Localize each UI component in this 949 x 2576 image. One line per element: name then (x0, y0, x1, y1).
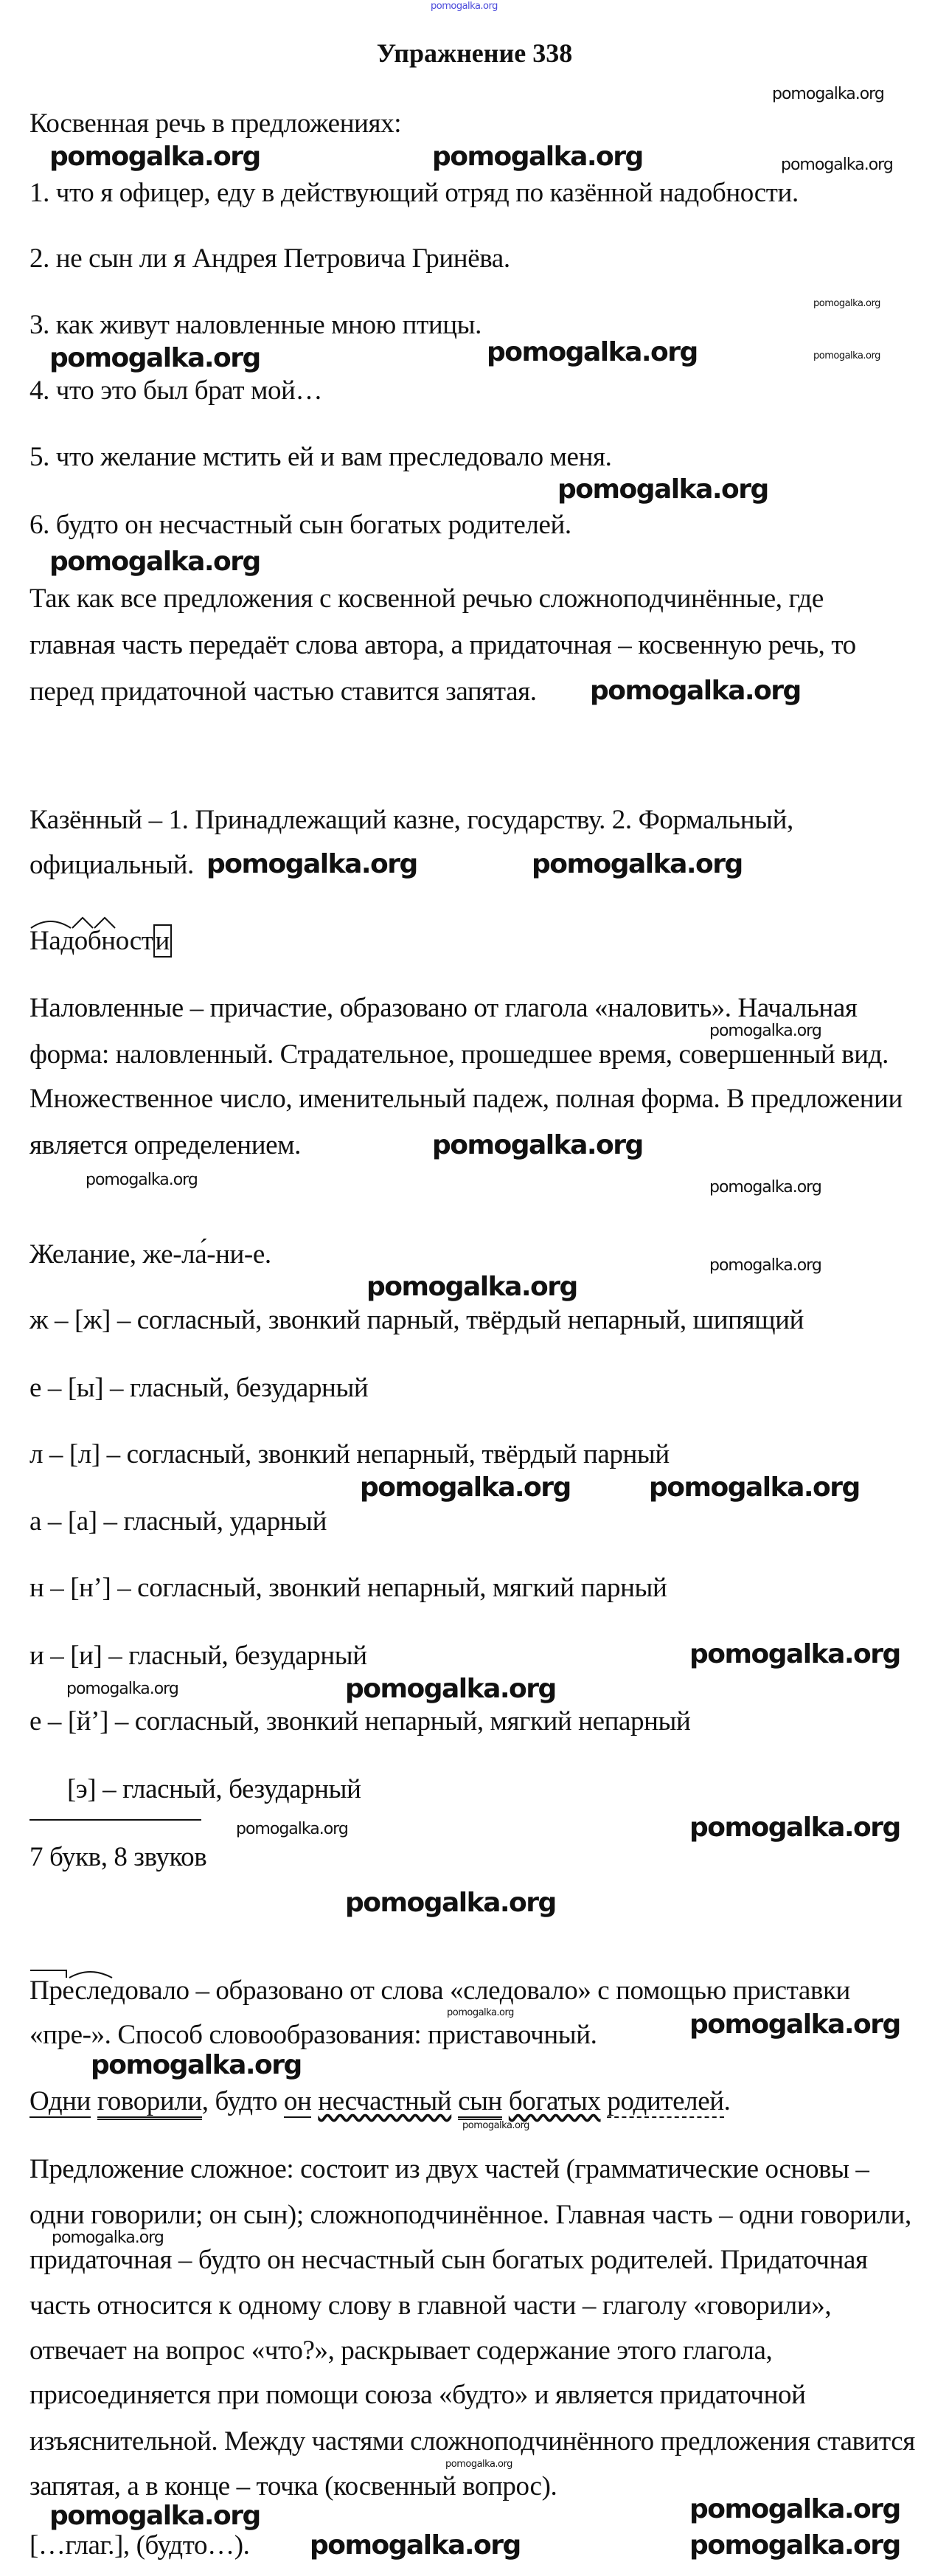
watermark: pomogalka.org (432, 142, 643, 172)
watermark: pomogalka.org (590, 676, 801, 706)
morpheme-marks-icon (29, 1967, 140, 1981)
watermark: pomogalka.org (532, 849, 743, 879)
watermark: pomogalka.org (86, 1171, 198, 1189)
object: родителей (607, 2086, 724, 2116)
phonetic-heading: Желание, же-ла́-ни-е. (29, 1239, 271, 1270)
phonetic-row: н – [н’] – согласный, звонкий непарный, мягкий парный (29, 1573, 667, 1603)
page-title: Упражнение 338 (376, 38, 573, 68)
watermark: pomogalka.org (49, 2501, 260, 2531)
word-formation-text: овало – образовано от слова «следовало» с помощью приставки (125, 1976, 850, 2006)
analysis-line: запятая, а в конце – точка (косвенный вопрос). (29, 2471, 557, 2501)
attribute: несчастный (318, 2086, 452, 2116)
explanation-line: перед придаточной частью ставится запятая. (29, 676, 537, 707)
header-link[interactable]: pomogalka.org (431, 1, 498, 12)
watermark: pomogalka.org (345, 1674, 556, 1704)
prefix: Пре (29, 1976, 75, 2006)
watermark: pomogalka.org (462, 2120, 529, 2131)
watermark: pomogalka.org (432, 1130, 643, 1160)
watermark: pomogalka.org (649, 1472, 860, 1503)
participle-line: Наловленные – причастие, образовано от глагола «наловить». Начальная (29, 993, 858, 1023)
watermark: pomogalka.org (52, 2229, 164, 2247)
watermark: pomogalka.org (236, 1820, 348, 1838)
watermark: pomogalka.org (447, 2007, 514, 2018)
watermark: pomogalka.org (360, 1472, 571, 1503)
watermark: pomogalka.org (689, 2494, 900, 2524)
list-item: 1. что я офицер, еду в действующий отряд по казённой надобности. (29, 178, 799, 208)
watermark: pomogalka.org (813, 350, 880, 361)
watermark: pomogalka.org (91, 2050, 302, 2080)
watermark: pomogalka.org (813, 298, 880, 309)
sentence-scheme: […глаг.], (будто…). (29, 2530, 250, 2561)
predicate: говорили (97, 2086, 202, 2120)
morpheme-parse-nadobnosti (29, 927, 172, 956)
watermark: pomogalka.org (689, 1812, 900, 1843)
explanation-line: Так как все предложения с косвенной речью сложноподчинённые, где (29, 584, 824, 614)
phonetic-row: л – [л] – согласный, звонкий непарный, твёрдый парный (29, 1439, 670, 1469)
analysis-line: изъяснительной. Между частями сложноподчинённого предложения ставится (29, 2426, 915, 2456)
list-item: 4. что это был брат мой… (29, 375, 323, 406)
watermark: pomogalka.org (781, 156, 893, 174)
word-ending: и (153, 924, 172, 958)
list-item: 5. что желание мстить ей и вам преследовало меня. (29, 442, 612, 472)
participle-line: форма: наловленный. Страдательное, прошедшее время, совершенный вид. (29, 1039, 889, 1070)
analysis-line: одни говорили; он сын); сложноподчинённое. Главная часть – одни говорили, (29, 2200, 911, 2230)
list-item: 3. как живут наловленные мною птицы. (29, 310, 482, 340)
watermark: pomogalka.org (49, 142, 260, 172)
phonetic-row: и – [и] – гласный, безударный (29, 1641, 367, 1671)
morpheme-marks-icon (29, 915, 162, 931)
watermark: pomogalka.org (487, 337, 698, 367)
watermark: pomogalka.org (689, 2009, 900, 2040)
definition-line: Казённый – 1. Принадлежащий казне, государству. 2. Формальный, (29, 805, 793, 835)
period: . (723, 2086, 731, 2116)
explanation-line: главная часть передаёт слова автора, а придаточная – косвенную речь, то (29, 630, 856, 660)
watermark: pomogalka.org (49, 343, 260, 373)
phonetic-summary: 7 букв, 8 звуков (29, 1842, 207, 1872)
watermark: pomogalka.org (709, 1178, 821, 1197)
list-item: 6. будто он несчастный сын богатых родителей. (29, 510, 571, 540)
watermark: pomogalka.org (49, 547, 260, 577)
phonetic-row: а – [а] – гласный, ударный (29, 1506, 327, 1537)
watermark: pomogalka.org (310, 2530, 521, 2561)
word-formation-line (29, 1976, 850, 2006)
watermark: pomogalka.org (66, 1680, 178, 1698)
parsed-sentence (29, 2087, 731, 2116)
subject: Одни (29, 2086, 91, 2116)
list-item: 2. не сын ли я Андрея Петровича Гринёва. (29, 243, 510, 274)
root: след (74, 1976, 125, 2006)
divider (29, 1819, 201, 1821)
word-root: Надобност (29, 926, 153, 956)
analysis-line: присоединяется при помощи союза «будто» и является придаточной (29, 2380, 806, 2410)
definition-line: официальный. (29, 850, 194, 880)
subject: он (283, 2086, 312, 2116)
watermark: pomogalka.org (689, 2530, 900, 2561)
attribute: богатых (508, 2086, 601, 2116)
analysis-line: Предложение сложное: состоит из двух частей (грамматические основы – (29, 2154, 869, 2184)
analysis-line: отвечает на вопрос «что?», раскрывает содержание этого глагола, (29, 2336, 773, 2366)
analysis-line: часть относится к одному слову в главной части – глаголу «говорили», (29, 2291, 832, 2321)
watermark: pomogalka.org (445, 2459, 512, 2470)
phonetic-row: е – [ы] – гласный, безударный (29, 1373, 369, 1403)
phonetic-row: [э] – гласный, безударный (67, 1774, 361, 1804)
watermark: pomogalka.org (206, 849, 417, 879)
watermark: pomogalka.org (709, 1256, 821, 1275)
watermark: pomogalka.org (689, 1639, 900, 1669)
watermark: pomogalka.org (345, 1888, 556, 1918)
watermark: pomogalka.org (709, 1022, 821, 1040)
participle-line: Множественное число, именительный падеж, полная форма. В предложении (29, 1084, 903, 1114)
watermark: pomogalka.org (557, 474, 768, 505)
phonetic-row: е – [й’] – согласный, звонкий непарный, мягкий непарный (29, 1706, 691, 1737)
predicate: сын (458, 2086, 502, 2120)
participle-line: является определением. (29, 1130, 301, 1160)
analysis-line: придаточная – будто он несчастный сын богатых родителей. Придаточная (29, 2245, 868, 2275)
phonetic-row: ж – [ж] – согласный, звонкий парный, твёрдый непарный, шипящий (29, 1305, 804, 1335)
intro-text: Косвенная речь в предложениях: (29, 108, 402, 139)
watermark: pomogalka.org (366, 1272, 577, 1302)
watermark: pomogalka.org (772, 85, 884, 103)
word-formation-line: «пре-». Способ словообразования: приставочный. (29, 2020, 597, 2050)
conjunction: , будто (201, 2086, 284, 2116)
